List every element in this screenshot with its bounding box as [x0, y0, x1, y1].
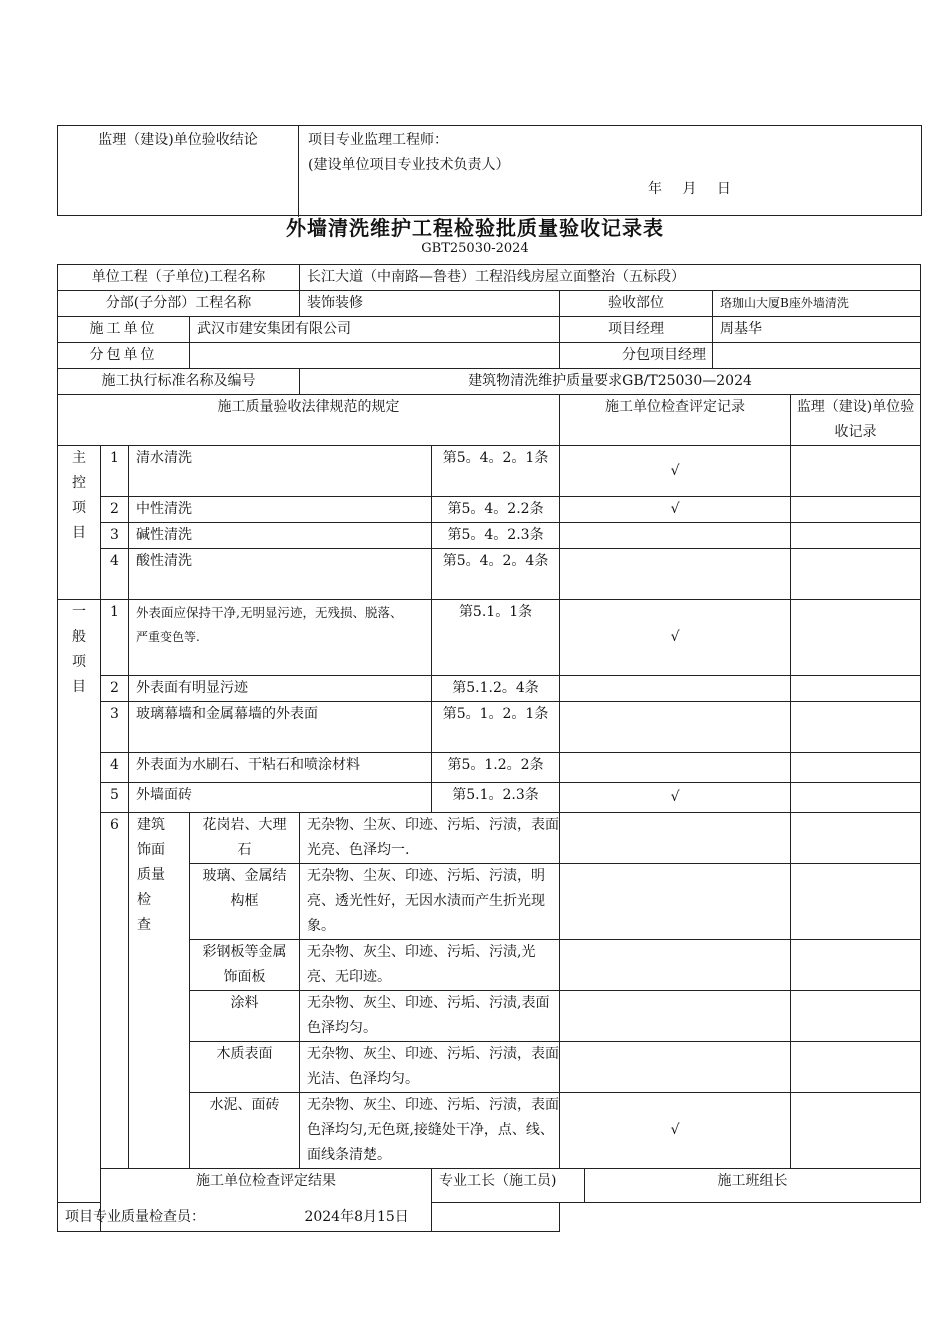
- item-number: 3: [101, 523, 129, 549]
- supervise-cell: [791, 940, 921, 991]
- item-name: 酸性清洗: [129, 549, 432, 600]
- supervise-cell: [791, 1042, 921, 1093]
- supervision-engineer-label: 项目专业监理工程师：: [308, 132, 448, 148]
- general-items-label: 一般项目: [58, 600, 101, 1203]
- material-name: 涂料: [190, 991, 300, 1042]
- unit-project-label: 单位工程（子单位)工程名称: [58, 265, 300, 291]
- item-clause: 第5.1。1条: [432, 600, 560, 676]
- check-mark: [560, 676, 791, 702]
- inspection-date: 2024年8月15日: [304, 1208, 409, 1225]
- item-number: 1: [101, 446, 129, 497]
- spec-column-header: 施工质量验收法律规范的规定: [58, 395, 560, 446]
- foreman-label: 专业工长（施工员): [432, 1169, 585, 1203]
- check-mark: [560, 549, 791, 600]
- item-clause: 第5。1。2。1条: [432, 702, 560, 753]
- standard-value: 建筑物清洗维护质量要求GB/T25030—2024: [300, 369, 921, 395]
- subcontractor-label: 分包单位: [58, 343, 190, 369]
- item-clause: 第5.1。2.3条: [432, 783, 560, 813]
- sub-pm-value: [713, 343, 921, 369]
- contractor-result-label: 施工单位检查评定结果: [101, 1169, 432, 1232]
- subcontractor-value: [190, 343, 560, 369]
- material-requirement: 无杂物、灰尘、印迹、污垢、污渍,表面色泽均匀。: [300, 991, 560, 1042]
- material-name: 彩钢板等金属饰面板: [190, 940, 300, 991]
- item-clause: 第5.1.2。4条: [432, 676, 560, 702]
- facade-quality-label: 建筑饰面质量检 查: [129, 813, 190, 1169]
- item-number: 2: [101, 676, 129, 702]
- supervise-cell: [791, 864, 921, 940]
- check-mark: √: [560, 783, 791, 813]
- check-mark: √: [560, 600, 791, 676]
- item-name: 中性清洗: [129, 497, 432, 523]
- check-column-header: 施工单位检查评定记录: [560, 395, 791, 446]
- acceptance-location-value: 珞珈山大厦B座外墙清洗: [713, 291, 921, 317]
- supervise-cell: [791, 523, 921, 549]
- item-number: 5: [101, 783, 129, 813]
- item-name: 外墙面砖: [129, 783, 432, 813]
- check-mark: [560, 864, 791, 940]
- material-requirement: 无杂物、尘灰、印迹、污垢、污渍，明亮、透光性好，无因水渍而产生折光现象。: [300, 864, 560, 940]
- check-mark: √: [560, 497, 791, 523]
- division-label: 分部(子分部）工程名称: [58, 291, 300, 317]
- contractor-label: 施工单位: [58, 317, 190, 343]
- check-mark: √: [560, 446, 791, 497]
- item-clause: 第5。4。2.3条: [432, 523, 560, 549]
- item-name: 外表面为水刷石、干粘石和喷涂材料: [129, 753, 432, 783]
- item-number: 6: [101, 813, 129, 1169]
- item-name: 外表面有明显污迹: [129, 676, 432, 702]
- supervise-cell: [791, 991, 921, 1042]
- check-mark: [560, 523, 791, 549]
- item-name: 清水清洗: [129, 446, 432, 497]
- material-requirement: 无杂物、灰尘、印迹、污垢、污渍，表面色泽均匀,无色斑,接缝处干净，点、线、面线条清楚。: [300, 1093, 560, 1169]
- supervision-conclusion-box: [57, 125, 922, 216]
- item-clause: 第5。4。2。1条: [432, 446, 560, 497]
- material-name: 玻璃、金属结构框: [190, 864, 300, 940]
- material-name: 木质表面: [190, 1042, 300, 1093]
- main-control-label: 主控项目: [58, 446, 101, 600]
- check-mark: [560, 991, 791, 1042]
- check-mark: [560, 1042, 791, 1093]
- material-requirement: 无杂物、灰尘、印迹、污垢、污渍,光亮、无印迹。: [300, 940, 560, 991]
- check-mark: [560, 753, 791, 783]
- material-name: 花岗岩、大理石: [190, 813, 300, 864]
- team-leader-label: 施工班组长: [585, 1169, 921, 1203]
- page-title: 外墙清洗维护工程检验批质量验收记录表: [286, 216, 664, 240]
- unit-project-value: 长江大道（中南路—鲁巷）工程沿线房屋立面整治（五标段）: [300, 265, 921, 291]
- supervise-cell: [791, 446, 921, 497]
- item-number: 3: [101, 702, 129, 753]
- quality-inspector-row: [58, 1203, 560, 1232]
- material-requirement: 无杂物、尘灰、印迹、污垢、污渍，表面光亮、色泽均一.: [300, 813, 560, 864]
- material-name: 水泥、面砖: [190, 1093, 300, 1169]
- material-requirement: 无杂物、灰尘、印迹、污垢、污渍，表面光洁、色泽均匀。: [300, 1042, 560, 1093]
- owner-tech-lead-label: (建设单位项目专业技术负责人）: [308, 157, 510, 173]
- supervision-date: 年 月 日: [648, 181, 739, 197]
- supervise-cell: [791, 702, 921, 753]
- supervise-cell: [791, 783, 921, 813]
- supervise-cell: [791, 753, 921, 783]
- item-clause: 第5。4。2。4条: [432, 549, 560, 600]
- supervise-cell: [791, 497, 921, 523]
- contractor-value: 武汉市建安集团有限公司: [190, 317, 560, 343]
- check-mark: [560, 940, 791, 991]
- acceptance-location-label: 验收部位: [560, 291, 713, 317]
- check-mark: √: [560, 1093, 791, 1169]
- supervise-cell: [791, 600, 921, 676]
- quality-inspector-label: 项目专业质量检查员：: [65, 1208, 205, 1225]
- item-name: 碱性清洗: [129, 523, 432, 549]
- inspection-table: [57, 264, 921, 1232]
- supervise-cell: [791, 1093, 921, 1169]
- project-manager-label: 项目经理: [560, 317, 713, 343]
- item-clause: 第5。1.2。2条: [432, 753, 560, 783]
- supervision-signature-block: [308, 128, 509, 178]
- check-mark: [560, 702, 791, 753]
- division-value: 装饰装修: [300, 291, 560, 317]
- item-number: 4: [101, 549, 129, 600]
- supervision-conclusion-label: 监理（建设)单位验收结论: [58, 126, 299, 217]
- supervise-cell: [791, 813, 921, 864]
- project-manager-value: 周基华: [713, 317, 921, 343]
- item-name: 外表面应保持干净,无明显污迹，无残损、脱落、 严重变色等.: [129, 600, 432, 676]
- item-number: 2: [101, 497, 129, 523]
- supervise-cell: [791, 549, 921, 600]
- standard-code: GBT25030-2024: [421, 241, 529, 256]
- item-number: 4: [101, 753, 129, 783]
- check-mark: [560, 813, 791, 864]
- item-number: 1: [101, 600, 129, 676]
- supervise-cell: [791, 676, 921, 702]
- sub-pm-label: 分包项目经理: [560, 343, 713, 369]
- standard-label: 施工执行标准名称及编号: [58, 369, 300, 395]
- supervise-column-header: 监理（建设)单位验收记录: [791, 395, 921, 446]
- item-clause: 第5。4。2.2条: [432, 497, 560, 523]
- item-name: 玻璃幕墙和金属幕墙的外表面: [129, 702, 432, 753]
